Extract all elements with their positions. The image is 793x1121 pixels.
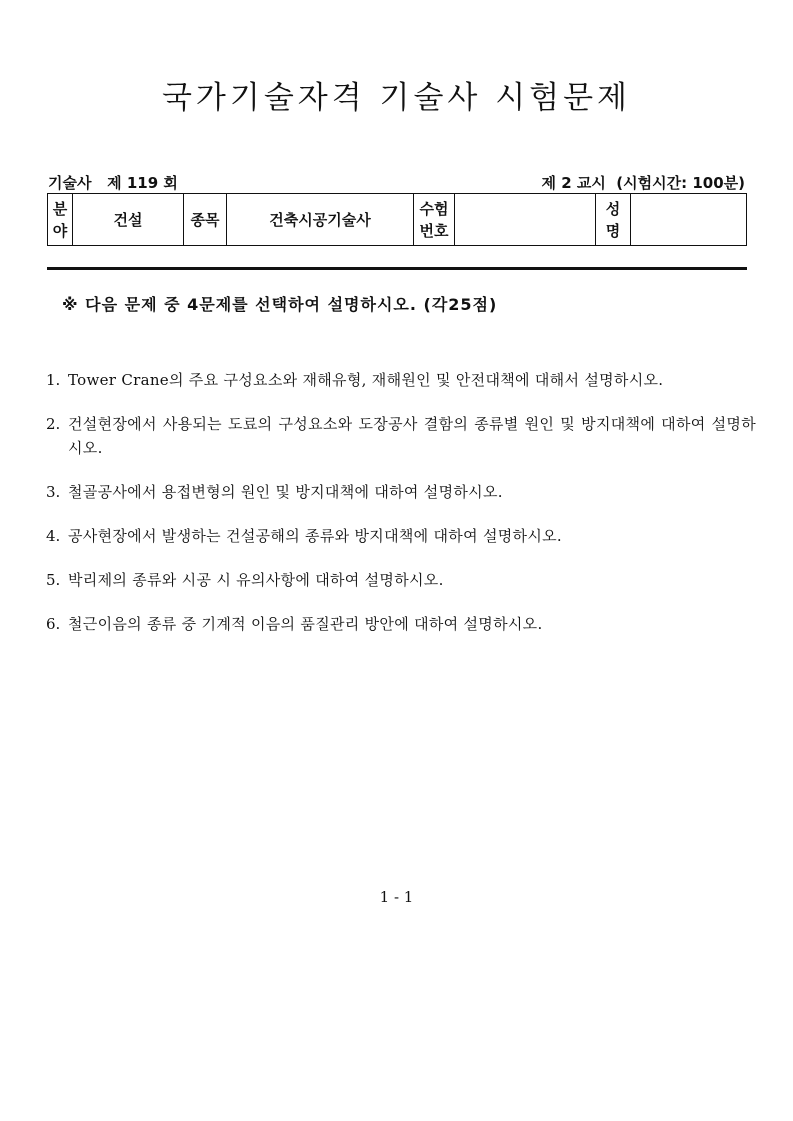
question-text: 철근이음의 종류 중 기계적 이음의 품질관리 방안에 대하여 설명하시오. (68, 615, 543, 633)
question-list (46, 368, 756, 656)
name-label-2: 명 (605, 221, 621, 240)
question-item (46, 524, 756, 548)
question-text: Tower Crane의 주요 구성요소와 재해유형, 재해원인 및 안전대책에 대해서 설명하시오. (68, 371, 664, 389)
field-value: 건설 (73, 194, 184, 246)
exam-no-label-cell (414, 194, 455, 246)
question-number: 4. (46, 527, 61, 545)
question-item (46, 368, 756, 392)
question-number: 6. (46, 615, 61, 633)
question-item (46, 612, 756, 636)
exam-info-table (47, 193, 747, 246)
instruction-text: ※ 다음 문제 중 4문제를 선택하여 설명하시오. (각25점) (62, 295, 498, 314)
question-number: 3. (46, 483, 61, 501)
exam-session: 제 2 교시 (시험시간: 100분) (541, 174, 745, 192)
field-label-cell (48, 194, 73, 246)
question-number: 2. (46, 415, 61, 433)
exam-no-label-2: 번호 (419, 221, 449, 240)
question-text: 철골공사에서 용접변형의 원인 및 방지대책에 대하여 설명하시오. (68, 483, 503, 501)
name-label-1: 성 (605, 199, 621, 218)
document-title: 국가기술자격 기술사 시험문제 (161, 80, 631, 116)
name-label-cell (596, 194, 631, 246)
exam-round: 기술사 제 119 회 (48, 174, 178, 192)
question-item (46, 568, 756, 592)
name-input[interactable] (631, 194, 747, 246)
question-number: 1. (46, 371, 61, 389)
question-item (46, 480, 756, 504)
page-number: 1 - 1 (379, 888, 414, 906)
field-label-2: 야 (52, 221, 68, 240)
category-value: 건축시공기술사 (227, 194, 414, 246)
question-item (46, 412, 756, 460)
question-text: 공사현장에서 발생하는 건설공해의 종류와 방지대책에 대하여 설명하시오. (68, 527, 562, 545)
exam-no-input[interactable] (455, 194, 596, 246)
field-label-1: 분 (52, 199, 68, 218)
question-text: 박리제의 종류와 시공 시 유의사항에 대하여 설명하시오. (68, 571, 444, 589)
divider-rule (47, 267, 747, 270)
exam-no-label-1: 수험 (419, 199, 449, 218)
category-label: 종목 (184, 194, 227, 246)
question-number: 5. (46, 571, 61, 589)
question-text: 건설현장에서 사용되는 도료의 구성요소와 도장공사 결함의 종류별 원인 및 방지대책에 대하여 설명하시오. (68, 415, 756, 457)
